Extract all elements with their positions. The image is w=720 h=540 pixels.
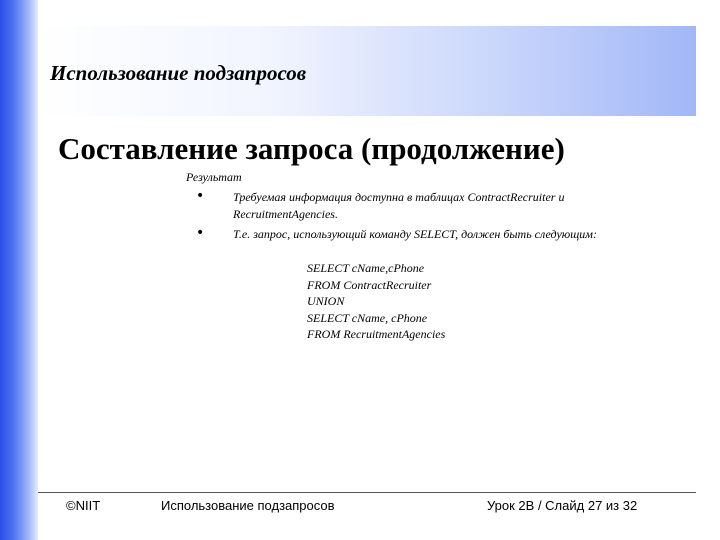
left-accent-bar (0, 0, 38, 540)
bullet-icon: • (196, 225, 205, 241)
footer-divider (38, 492, 696, 493)
footer-topic: Использование подзапросов (161, 498, 335, 513)
code-line: FROM ContractRecruiter (307, 277, 432, 292)
header-title: Использование подзапросов (50, 61, 307, 85)
footer-slide-number: Урок 2B / Слайд 27 из 32 (487, 498, 638, 513)
bullet-item-2: Т.е. запрос, использующий команду SELECT, должен быть следующим: (233, 227, 597, 241)
sql-code-block (307, 260, 445, 343)
code-line: FROM RecruitmentAgencies (307, 327, 446, 341)
code-line: SELECT cName, cPhone (307, 310, 428, 325)
result-label: Результат (186, 170, 242, 184)
slide-title: Составление запроса (продолжение) (58, 131, 565, 166)
code-line: SELECT cName,cPhone (307, 261, 425, 275)
bullet-icon: • (196, 188, 205, 204)
code-line: UNION (307, 294, 345, 308)
bullet-item-1: Требуемая информация доступна в таблицах ContractRecruiter и RecruitmentAgencies. (233, 190, 565, 221)
footer-copyright: ©NIIT (66, 498, 101, 513)
